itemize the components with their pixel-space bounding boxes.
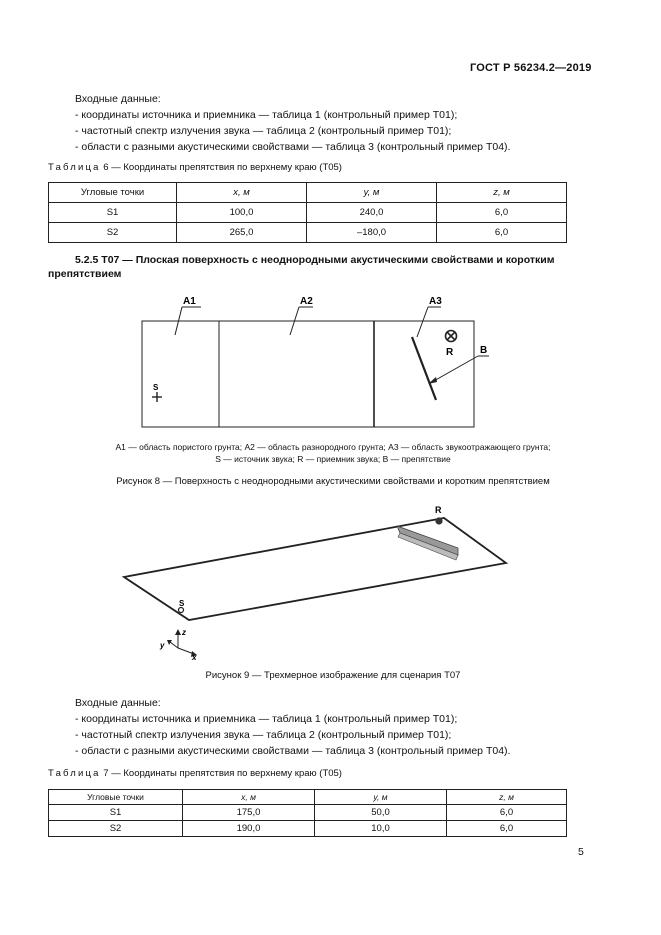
label-r: R [446,347,454,358]
table-title: — Координаты препятствия по верхнему краю (Т05) [111,162,342,173]
page-number: 5 [578,846,584,858]
table-cell: 6,0 [447,821,567,837]
label-b: B [480,345,488,356]
receiver-r [446,331,457,342]
axis-label-y: y [160,641,165,650]
label-s: S [153,383,159,392]
table-6-caption [48,162,342,173]
input-data-item: - частотный спектр излучения звука — таблица 2 (контрольный пример Т01); [75,125,452,137]
column-header: Угловые точки [49,790,183,805]
standard-designation: ГОСТ Р 56234.2—2019 [470,62,592,74]
label-a1: A1 [183,296,196,307]
ground-field-outline [142,321,474,427]
section-title: Т07 — Плоская поверхность с неоднородными акустическими свойствами и коротким [101,254,555,266]
input-data-block-2 [75,695,510,759]
axis-label-z: z [182,628,186,637]
input-data-title: Входные данные: [75,697,161,709]
table-cell: 100,0 [177,203,307,223]
section-heading [75,254,554,266]
table-cell: 265,0 [177,223,307,243]
input-data-item: - области с разными акустическими свойствами — таблица 3 (контрольный пример Т04). [75,141,511,153]
label-r: R [435,505,442,515]
table-cell: 6,0 [447,805,567,821]
table-cell: –180,0 [307,223,437,243]
table-row [49,805,567,821]
table-label: Таблица [48,768,101,779]
column-header: y, м [307,183,437,203]
table-cell: 240,0 [307,203,437,223]
barrier-b [412,337,436,400]
table-title: — Координаты препятствия по верхнему краю (Т05) [111,768,342,779]
table-cell: 6,0 [437,223,567,243]
source-s-point [179,608,184,613]
column-header: z, м [447,790,567,805]
table-header-row [49,790,567,805]
table-cell: S2 [49,821,183,837]
table-cell: 190,0 [183,821,315,837]
label-s: S [179,599,185,608]
table-cell: 50,0 [315,805,447,821]
section-heading-continued: препятствием [48,268,122,280]
figure-8-diagram [130,290,490,440]
table-7-caption [48,768,342,779]
input-data-item: - области с разными акустическими свойствами — таблица 3 (контрольный пример Т04). [75,745,511,757]
table-7 [48,789,567,837]
input-data-block-1 [75,91,510,155]
figure-8-legend [48,441,618,465]
table-number: 7 [103,768,109,779]
figure-8-caption: Рисунок 8 — Поверхность с неоднородными акустическими свойствами и коротким препятствием [116,476,550,487]
label-a2: A2 [300,296,313,307]
legend-line: А1 — область пористого грунта; А2 — область разнородного грунта; А3 — область звукоотражающего грунта; [115,442,551,452]
axis-label-x: x [192,653,197,660]
table-cell: 175,0 [183,805,315,821]
column-header: y, м [315,790,447,805]
figure-9-caption: Рисунок 9 — Трехмерное изображение для сценария Т07 [205,670,461,681]
column-header: Угловые точки [49,183,177,203]
table-cell: 6,0 [437,203,567,223]
table-row [49,821,567,837]
table-cell: S2 [49,223,177,243]
table-6 [48,182,567,243]
source-s [152,392,162,402]
leader-b [432,356,478,382]
table-row [49,203,567,223]
table-cell: S1 [49,203,177,223]
column-header: x, м [177,183,307,203]
label-a3: A3 [429,296,442,307]
table-cell: 10,0 [315,821,447,837]
legend-line: S — источник звука; R — приемник звука; В — препятствие [215,454,451,464]
table-row [49,223,567,243]
table-number: 6 [103,162,109,173]
figure-9-3d-view [110,500,530,660]
input-data-title: Входные данные: [75,93,161,105]
column-header: x, м [183,790,315,805]
table-label: Таблица [48,162,101,173]
column-header: z, м [437,183,567,203]
receiver-r-point [435,517,442,524]
input-data-item: - частотный спектр излучения звука — таблица 2 (контрольный пример Т01); [75,729,452,741]
input-data-item: - координаты источника и приемника — таблица 1 (контрольный пример Т01); [75,713,458,725]
section-number: 5.2.5 [75,254,99,266]
table-header-row [49,183,567,203]
input-data-item: - координаты источника и приемника — таблица 1 (контрольный пример Т01); [75,109,458,121]
table-cell: S1 [49,805,183,821]
leader-a3 [417,307,428,337]
